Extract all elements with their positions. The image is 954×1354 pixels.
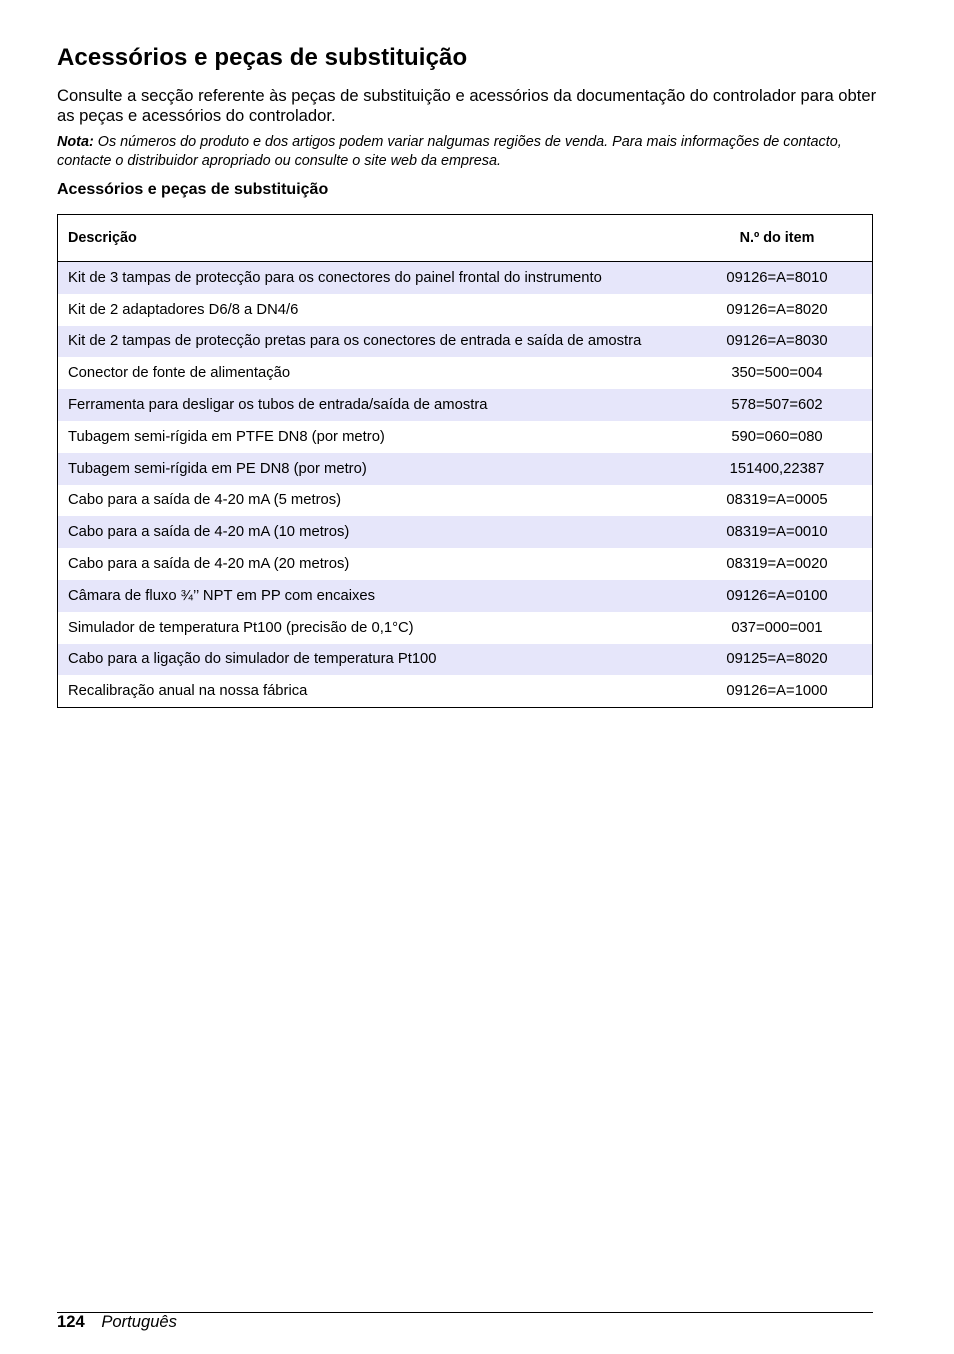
row-description: Cabo para a saída de 4-20 mA (10 metros) <box>58 516 683 548</box>
row-item-number: 590=060=080 <box>731 428 823 445</box>
row-description: Cabo para a ligação do simulador de temperatura Pt100 <box>58 644 683 676</box>
table-header-row <box>58 215 873 262</box>
row-item-number: 151400,22387 <box>682 453 873 485</box>
row-description: Câmara de fluxo ¾’’ NPT em PP com encaixes <box>58 580 683 612</box>
row-description: Conector de fonte de alimentação <box>68 365 291 382</box>
table-row <box>58 294 873 326</box>
row-description: Tubagem semi-rígida em PTFE DN8 (por metro) <box>68 428 385 445</box>
row-item-number: 08319=A=0005 <box>726 492 828 509</box>
table-row <box>58 262 873 294</box>
row-item-number: 09126=A=8020 <box>726 301 828 318</box>
table-row <box>58 485 873 517</box>
table-row <box>58 421 873 453</box>
row-item-number: 037=000=001 <box>731 619 823 636</box>
row-item-number: 09126=A=0100 <box>682 580 873 612</box>
parts-table <box>57 214 873 708</box>
row-item-number: 09126=A=8010 <box>682 262 873 294</box>
row-item-number: 09126=A=8030 <box>682 326 873 358</box>
row-item-number: 09126=A=1000 <box>726 683 828 700</box>
footer-language: Português <box>101 1312 177 1331</box>
header-description: Descrição <box>58 215 683 262</box>
note <box>57 133 877 170</box>
intro-paragraph: Consulte a secção referente às peças de substituição e acessórios da documentação do controlador para obter as peças e acessórios do controlador. <box>57 86 877 125</box>
table-row <box>58 644 873 676</box>
table-row <box>58 453 873 485</box>
note-text: Os números do produto e dos artigos podem variar nalgumas regiões de venda. Para mais informações de contacto, contacte o distribuidor apropriado ou consulte o site web da empresa. <box>57 134 842 169</box>
row-description: Cabo para a saída de 4-20 mA (5 metros) <box>68 492 342 509</box>
table-row <box>58 516 873 548</box>
row-description: Tubagem semi-rígida em PE DN8 (por metro) <box>58 453 683 485</box>
row-description: Kit de 2 tampas de protecção pretas para os conectores de entrada e saída de amostra <box>58 326 683 358</box>
row-item-number: 08319=A=0010 <box>682 516 873 548</box>
row-item-number: 09125=A=8020 <box>682 644 873 676</box>
table-row <box>58 548 873 580</box>
row-description: Cabo para a saída de 4-20 mA (20 metros) <box>68 556 350 573</box>
row-item-number: 08319=A=0020 <box>726 556 828 573</box>
parts-table-body <box>58 262 873 708</box>
table-row <box>58 326 873 358</box>
row-item-number: 578=507=602 <box>682 389 873 421</box>
row-description: Kit de 2 adaptadores D6/8 a DN4/6 <box>68 301 299 318</box>
table-heading: Acessórios e peças de substituição <box>57 181 329 198</box>
header-item-number: N.º do item <box>682 215 873 262</box>
row-description: Recalibração anual na nossa fábrica <box>68 683 308 700</box>
page-number: 124 <box>57 1312 85 1331</box>
table-row <box>58 389 873 421</box>
table-row <box>58 357 873 389</box>
table-row <box>58 580 873 612</box>
page-title: Acessórios e peças de substituição <box>57 44 468 71</box>
row-description: Simulador de temperatura Pt100 (precisão de 0,1°C) <box>68 619 414 636</box>
footer-rule <box>57 1312 873 1313</box>
table-row <box>58 675 873 707</box>
table-row <box>58 612 873 644</box>
page-footer <box>57 1312 177 1332</box>
row-item-number: 350=500=004 <box>731 365 823 382</box>
row-description: Ferramenta para desligar os tubos de entrada/saída de amostra <box>58 389 683 421</box>
row-description: Kit de 3 tampas de protecção para os conectores do painel frontal do instrumento <box>58 262 683 294</box>
note-label: Nota: <box>57 134 94 150</box>
